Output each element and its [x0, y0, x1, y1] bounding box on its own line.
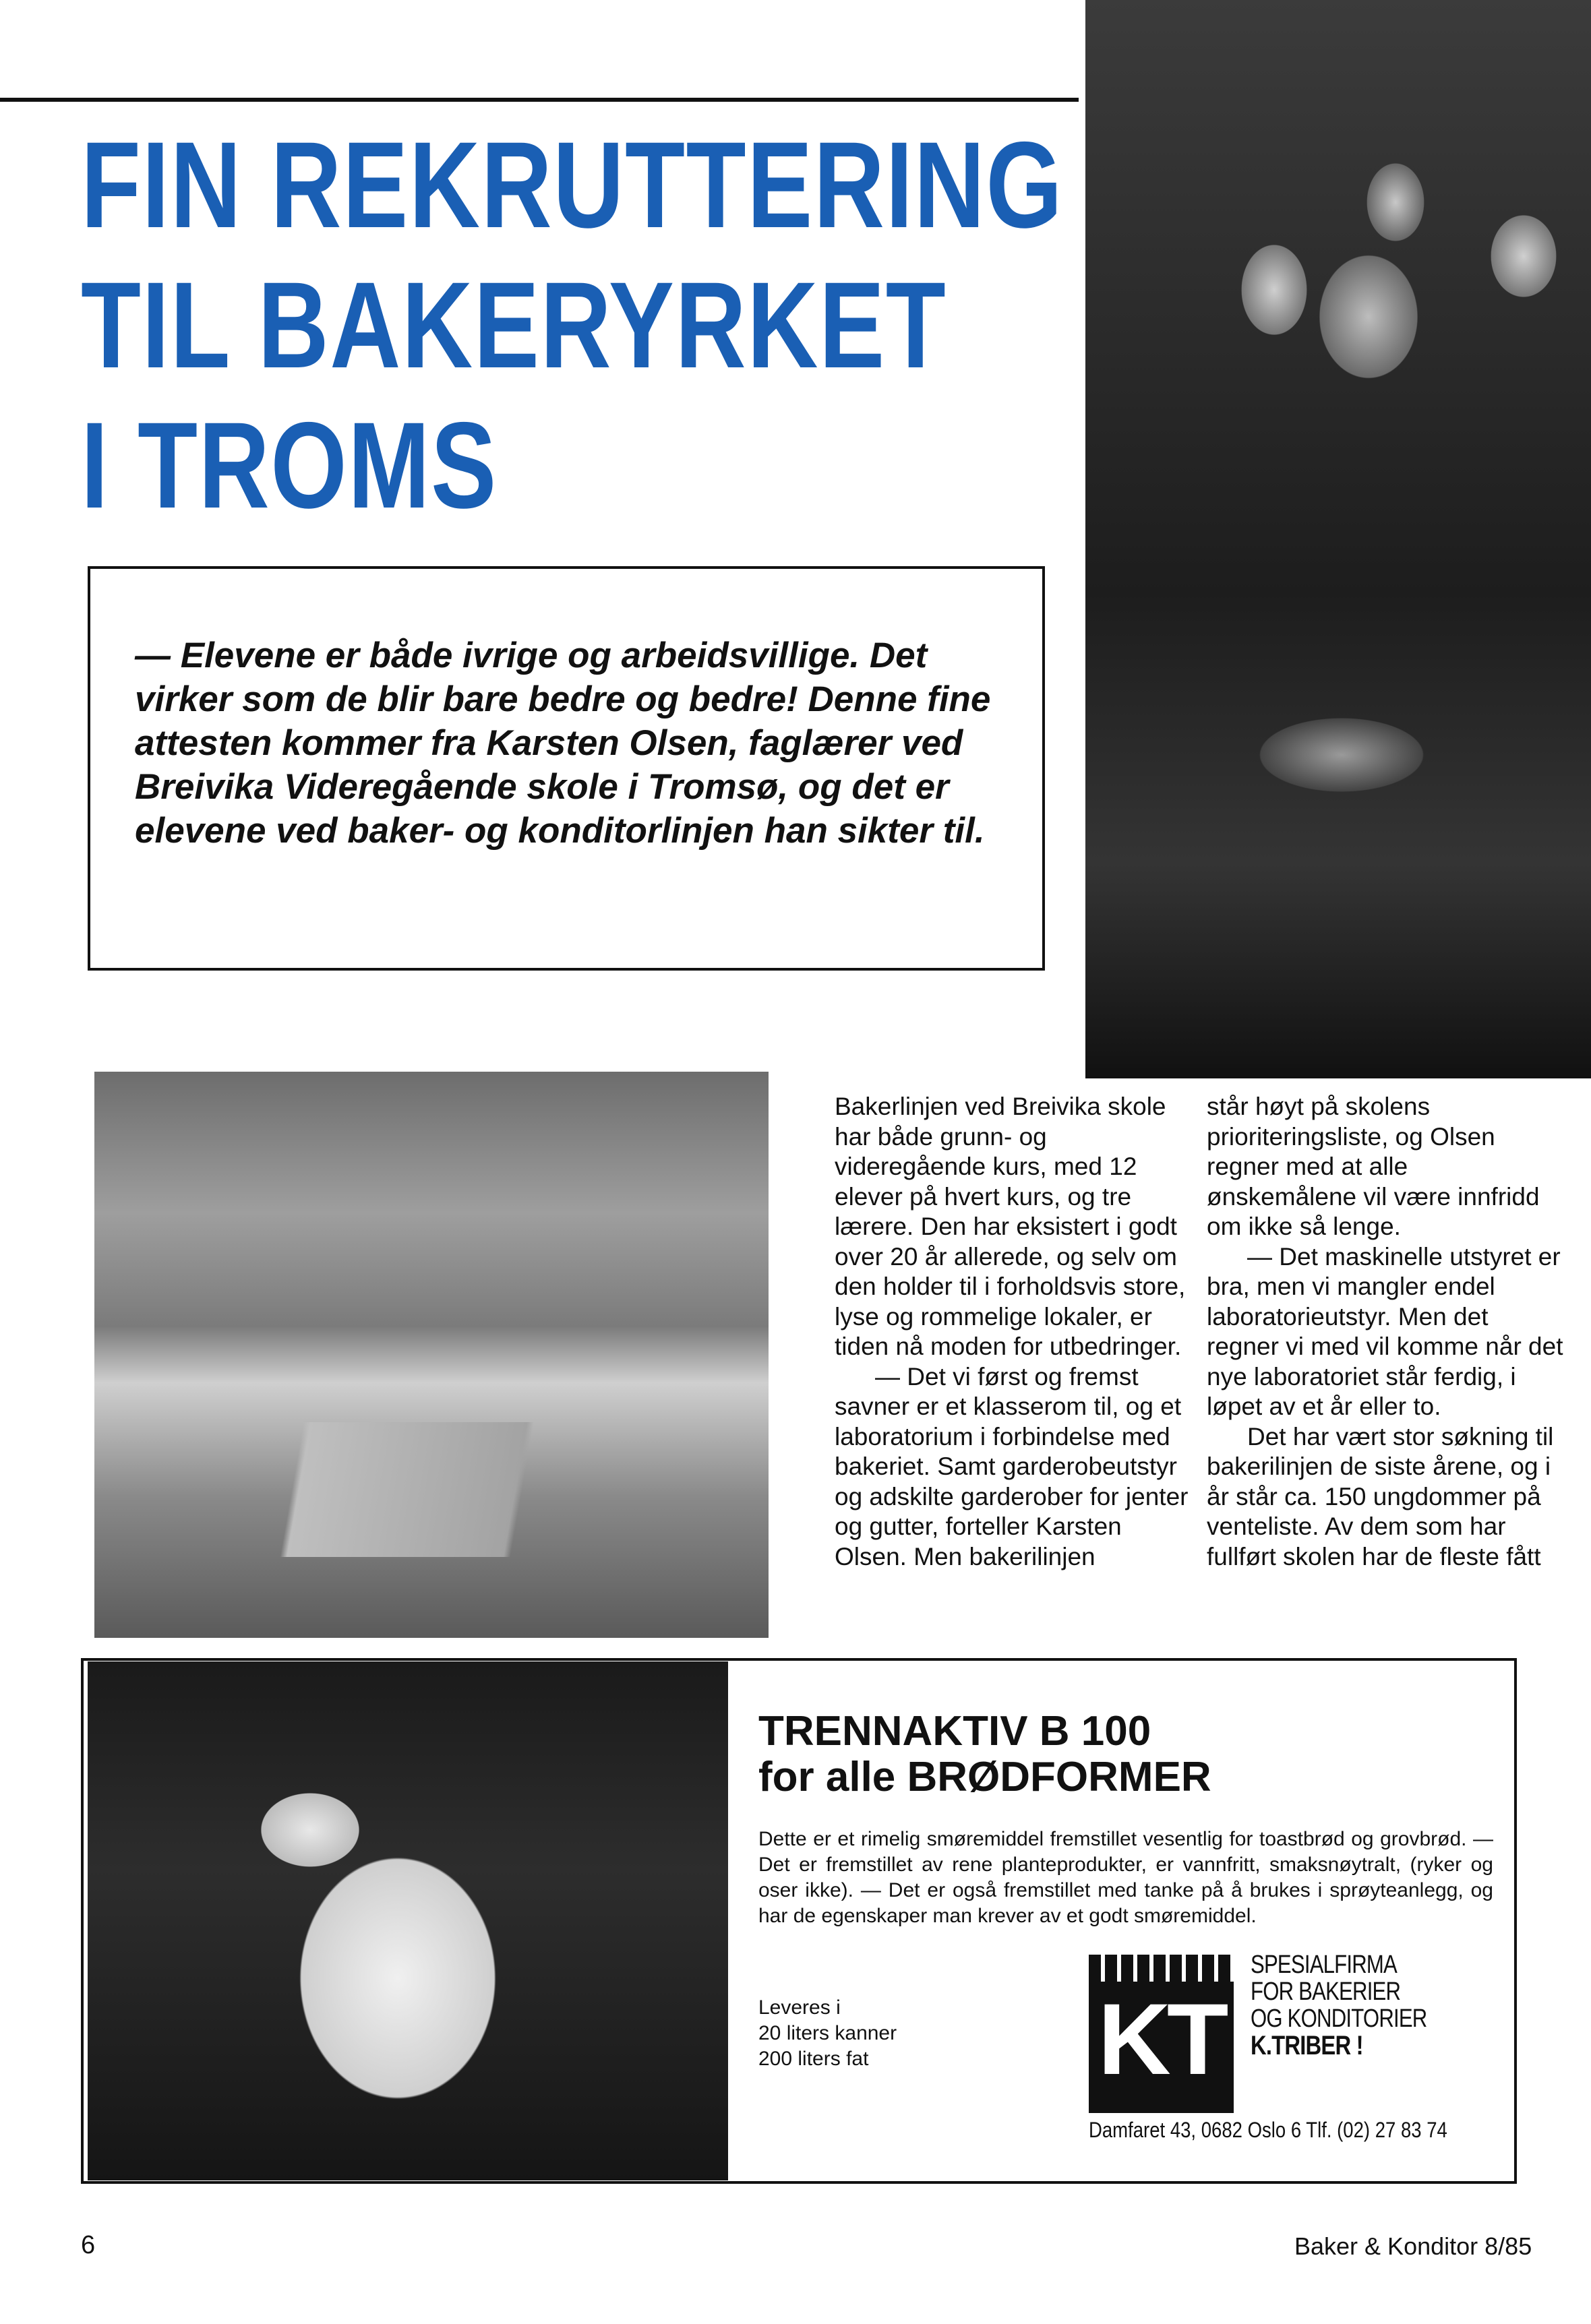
- ad-title-line-1: TRENNAKTIV B 100: [758, 1708, 1151, 1754]
- article-paragraph: — Det vi først og fremst savner er et klasserom til, og et laboratorium i forbindelse med bakeriet. Samt garderobeutstyr og adskilte garderober for jenter og gutter, forteller Karsten Olsen. Men bakerilinjen: [835, 1362, 1189, 1570]
- ad-delivery-line: 200 liters fat: [758, 2048, 869, 2070]
- logo-stripes: [1089, 1955, 1234, 1982]
- top-rule: [0, 98, 1079, 102]
- product-photo: [88, 1661, 728, 2180]
- ad-delivery-line: Leveres i: [758, 1996, 841, 2019]
- article-paragraph: Det har vært stor søkning til bakerilinjen de siste årene, og i år står ca. 150 ungdommer på venteliste. Av dem som har fullført skolen har de fleste fått: [1207, 1422, 1554, 1570]
- company-line: OG KONDITORIER: [1251, 2005, 1427, 2033]
- logo-letters: KT: [1098, 1982, 1225, 2096]
- article-paragraph: — Det maskinelle utstyret er bra, men vi mangler endel laboratorieutstyr. Men det regner vi med vil komme når det nye laboratoriet står ferdig, i løpet av et år eller to.: [1207, 1242, 1563, 1420]
- headline-line-3: I TROMS: [81, 396, 498, 534]
- article-column-1: [835, 1092, 1192, 1572]
- magazine-issue: Baker & Konditor 8/85: [1294, 2232, 1532, 2260]
- ad-title-line-2: for alle BRØDFORMER: [758, 1754, 1211, 1800]
- article-paragraph: står høyt på skolens prioriteringsliste, og Olsen regner med at alle ønskemålene vil være innfridd om ikke så lenge.: [1207, 1093, 1540, 1240]
- company-contact: Damfaret 43, 0682 Oslo 6 Tlf. (02) 27 83 74: [1089, 2118, 1447, 2142]
- headline-line-2: TIL BAKERYRKET: [81, 256, 947, 394]
- ad-delivery-info: [758, 1995, 1028, 2072]
- bakery-kitchen-photo: [94, 1072, 769, 1638]
- headline: [81, 115, 1064, 535]
- headline-line-1: FIN REKRUTTERING: [81, 116, 1064, 253]
- article-column-2: [1207, 1092, 1564, 1572]
- ad-description: Dette er et rimelig smøremiddel fremstillet vesentlig for toastbrød og grovbrød. — Det er fremstillet av rene planteprodukter, er vannfritt, smaksnøytralt, (ryker og oser ikke). — Det er også fremstillet med tanke på å brukes i sprøyteanlegg, og har de egenskaper man krever av et godt smøremiddel.: [758, 1828, 1493, 1927]
- company-name: [1251, 1951, 1461, 2059]
- article-paragraph: Bakerlinjen ved Breivika skole har både grunn- og videregående kurs, med 12 elever på hvert kurs, og tre lærere. Den har eksistert i godt over 20 år allerede, og selv om den holder til i forholdsvis store, lyse og rommelige lokaler, er tiden nå moden for utbedringer.: [835, 1093, 1186, 1360]
- intro-quote: — Elevene er både ivrige og arbeidsvillige. Det virker som de blir bare bedre og bedre! Denne fine attesten kommer fra Karsten Olsen, faglærer ved Breivika Videregående skole i Tromsø, og det er elevene ved baker- og konditorlinjen han sikter til.: [135, 636, 991, 851]
- classroom-photo: [1085, 0, 1591, 1078]
- company-line: FOR BAKERIER: [1251, 1978, 1401, 2006]
- page-number: 6: [81, 2231, 96, 2259]
- ad-delivery-line: 20 liters kanner: [758, 2022, 897, 2044]
- ad-title: [758, 1709, 1500, 1800]
- company-brand: K.TRIBER !: [1251, 2031, 1363, 2060]
- company-line: SPESIALFIRMA: [1251, 1951, 1398, 1979]
- kt-logo: [1089, 1955, 1234, 2113]
